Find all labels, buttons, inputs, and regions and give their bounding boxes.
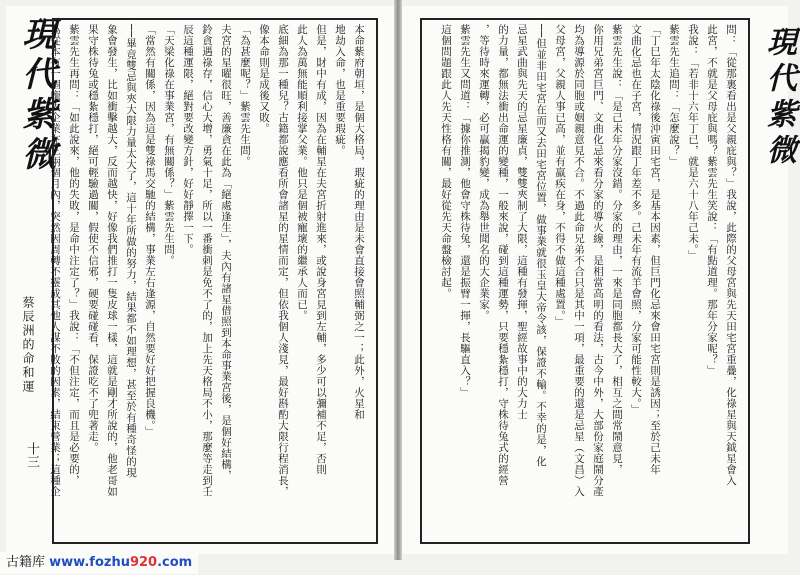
left-page-body: 本命紫府朝垣，是個大格局，瑕疵的理由是未會直接會照輔弼之一；此外，火星和 地劫入命，也是重要瑕疵。 但是，財中有成，因為在輔星在夫宮折射進來，或說身宮見到左輔，多少可以彌補不足，否則 此人為萬無能順利接掌父業。他只是個被寵壞的繼承人而已。 底細為那一種兒？古籍都說應看所會諸星的星情而定，但依我個人淺見，最好斟酌大限行程消長， 像本命則是成後又敗。 「為甚麼呢？」紫雲先生問。 夫宮的星曜很旺，善廉貪在此為「絕處逢生」，夫內有諸星借照到本命事業宮後，是個好結構， 鈴貪遇祿存，信心大增，勇氣十足，所以一番衝刺是免不了的，加上先天格局不小，那麼等走到壬 辰這種運限，絕對要改變方針，好好靜擇一下。 「天梁化祿在事業宮，有無關係？」紫雲先生問。 「當然有關係，因為這是雙祿馬交馳的結構，事業左右逢源，自然要好好把握良機。」 ──畢竟雙忌與夾大限力量太大了，這十年所做的努力，結果都不如理想，甚至於有種奇怪的現 象會發生，比如衝擊越大，反而越快，好像我們推打一隻皮球一樣，這就是剛才所說的，他老哥如 果守株待兔或穩紮穩打，絕可輕驗過關，假使不信邪，硬要碰碰看，保證吃不了兜著走。 紫雲先生再問：「如此說來，他的失敗，是命中注定了？」我說：「不但注定，而且是必要的， 為從本有一個龐大企業在三兩個月內，突然因周轉不靈成其他人謀不敗的因素，結束營業；這種企	[49, 24, 365, 497]
watermark-site: www.fozhu	[49, 555, 130, 570]
book-brand-title: 現代紫微	[16, 16, 56, 176]
book-brand-title-right: 現代紫微	[761, 26, 796, 170]
watermark-suffix: .com	[157, 555, 193, 570]
page-number: 十三	[24, 442, 39, 468]
book-subtitle: 蔡辰洲的命和運	[21, 296, 35, 394]
left-page	[6, 6, 394, 554]
right-page-body: 問：「從那裏看出是父親庇與？」我說，此際的父母宮與先天田宅宮重疊，化祿星與天鉞星會入 此宮，不就是父母庇與嗎？紫雲先生笑說：「有點道理。那年分家呢？」 我說：「若非十六年丁已，就是六十八年己未。」 紫雲先生追問：「怎麼說？」 「丁巳年太陰化祿後沖寅田宅宮，是基本因素，但巨門化忌來會田宅宮則是誘因；至於己未年 文曲化忌也在子宮，情況跟丁年差不多。己未年有流羊會照，分家可能性較大。」 紫雲先生說：「是己未年分家沒錯。分家的理由，一來是同胞都長大了，相互之間常鬧意見， 你用兄弟宮巨門、文曲化忌來看分家的導火線，是相當高明的看法，古今中外，大部份家庭鬧分產 均為導源於同胞或姻親意見不合。不過此命兄弟不合只是其中一項，最重要的還是忌星（文昌）入 父母宮，父親人事已高，並有羸疾在身，不得不做這種處置。」 ──但並非田宅宮在而又去田宅宮位置，做事業就很玉皇大帝令該，保證不輸。不幸的是，化 忌星武曲與先天的忌星廉貞，雙雙夾制了大限，這種有發揮，聖經故事中的大力士 的力量，都無法衝出命運的變種，一般來說，碰到這種運勢，只要穩紮穩打，守株待兔式的經營 ，等待時來運轉，必可贏揭豹變，成為舉世聞名的大企業家。 紫雲先生又問道：「據你推測，他會守株待兔，還是振臂一揮，長驅直入？」 這個問題跟此人先天性格有關，最好從先天命盤檢討起。	[440, 24, 737, 497]
book-spine	[394, 0, 402, 560]
site-watermark	[0, 552, 198, 574]
watermark-prefix: 古籍库	[6, 555, 46, 570]
right-page	[402, 6, 796, 554]
watermark-number: 920	[129, 555, 158, 570]
